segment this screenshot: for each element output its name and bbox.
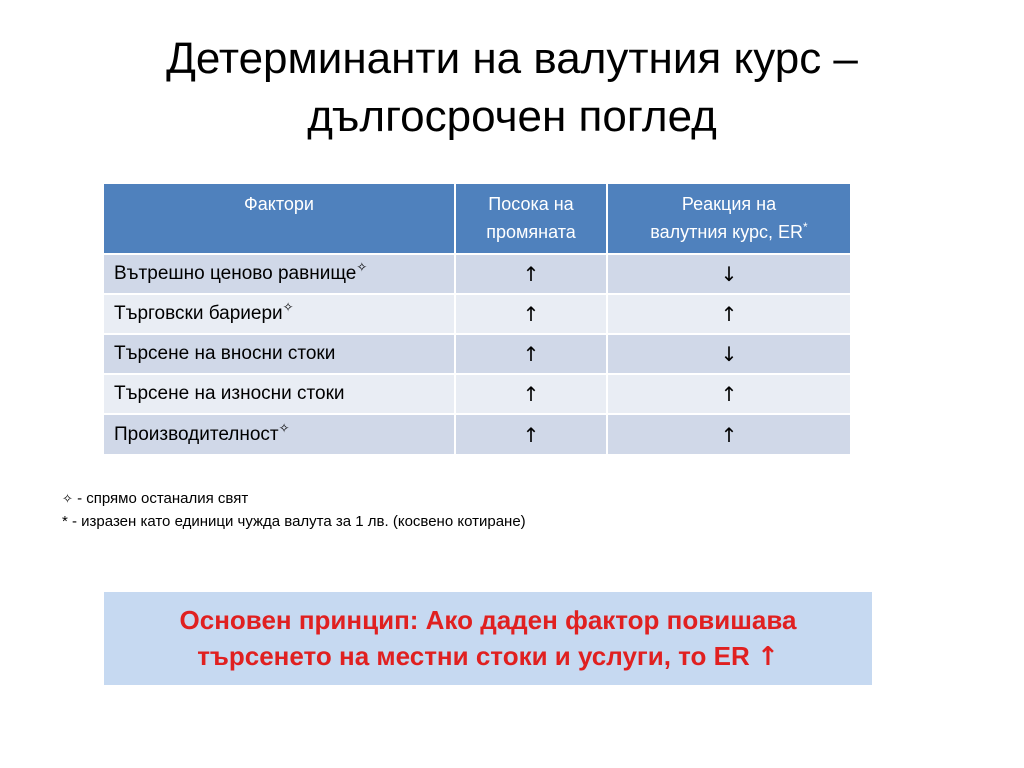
table-header-row bbox=[104, 184, 850, 254]
principle-box bbox=[104, 592, 872, 685]
direction-cell bbox=[455, 334, 607, 374]
header-direction bbox=[455, 184, 607, 254]
title-line-1: Детерминанти на валутния курс – bbox=[166, 34, 858, 83]
footnote-sparkle bbox=[62, 488, 526, 511]
arrow-up-icon: ↑ bbox=[522, 422, 540, 447]
arrow-up-icon: ↑ bbox=[720, 422, 738, 447]
factor-cell bbox=[104, 294, 455, 334]
reaction-cell bbox=[607, 374, 850, 414]
table-row bbox=[104, 334, 850, 374]
factor-cell bbox=[104, 254, 455, 294]
footnote-asterisk-text: - изразен като единици чужда валута за 1 лв. (косвено котиране) bbox=[67, 513, 526, 530]
table-row bbox=[104, 374, 850, 414]
footnote-sparkle-text: - спрямо останалия свят bbox=[72, 490, 249, 507]
factors-table bbox=[104, 184, 850, 454]
principle-line-2: търсенето на местни стоки и услуги, то ER bbox=[197, 641, 750, 671]
header-reaction-line-2: валутния курс, ER bbox=[650, 222, 804, 242]
footnote-asterisk bbox=[62, 511, 526, 533]
arrow-up-icon: ↑ bbox=[720, 382, 738, 406]
reaction-cell bbox=[607, 254, 850, 294]
sparkle-icon: ✧ bbox=[282, 300, 294, 316]
header-reaction-line-1: Реакция на bbox=[681, 194, 777, 214]
direction-cell bbox=[455, 294, 607, 334]
factor-label: Производителност bbox=[114, 423, 279, 445]
factor-label: Вътрешно ценово равнище bbox=[114, 263, 357, 284]
direction-cell bbox=[455, 414, 607, 454]
factor-label: Търговски бариери bbox=[114, 303, 283, 324]
title-line-2: дългосрочен поглед bbox=[307, 92, 717, 141]
reaction-cell bbox=[607, 414, 850, 454]
sparkle-icon: ✧ bbox=[356, 260, 368, 276]
factor-cell bbox=[104, 374, 455, 414]
arrow-down-icon: ↓ bbox=[720, 342, 738, 366]
header-factors-label: Фактори bbox=[244, 194, 314, 214]
footnotes bbox=[62, 488, 526, 533]
arrow-up-icon: ↑ bbox=[522, 382, 540, 406]
arrow-up-icon: ↑ bbox=[522, 302, 540, 326]
factor-label: Търсене на вносни стоки bbox=[114, 343, 336, 364]
direction-cell bbox=[455, 374, 607, 414]
header-reaction bbox=[607, 184, 850, 254]
principle-line-1: Основен принцип: Ако даден фактор повишава bbox=[179, 605, 797, 635]
table-row bbox=[104, 254, 850, 294]
direction-cell bbox=[455, 254, 607, 294]
header-direction-line-2: промяната bbox=[486, 222, 576, 242]
factor-cell bbox=[104, 334, 455, 374]
arrow-up-icon: ↑ bbox=[522, 262, 540, 286]
sparkle-icon: ✧ bbox=[278, 421, 290, 437]
arrow-up-icon: ↑ bbox=[522, 342, 540, 366]
header-factors bbox=[104, 184, 455, 254]
sparkle-icon: ✧ bbox=[62, 492, 73, 507]
factor-label: Търсене на износни стоки bbox=[114, 383, 345, 404]
factor-cell bbox=[104, 414, 455, 454]
reaction-cell bbox=[607, 294, 850, 334]
arrow-down-icon: ↓ bbox=[720, 262, 738, 286]
arrow-up-icon: ↑ bbox=[720, 302, 738, 326]
arrow-up-icon: ↑ bbox=[757, 642, 779, 672]
table-row bbox=[104, 414, 850, 454]
asterisk-mark: * bbox=[803, 220, 808, 234]
asterisk-mark: * bbox=[62, 513, 68, 530]
reaction-cell bbox=[607, 334, 850, 374]
table-row bbox=[104, 294, 850, 334]
slide-title bbox=[40, 30, 984, 146]
header-direction-line-1: Посока на bbox=[488, 194, 574, 214]
